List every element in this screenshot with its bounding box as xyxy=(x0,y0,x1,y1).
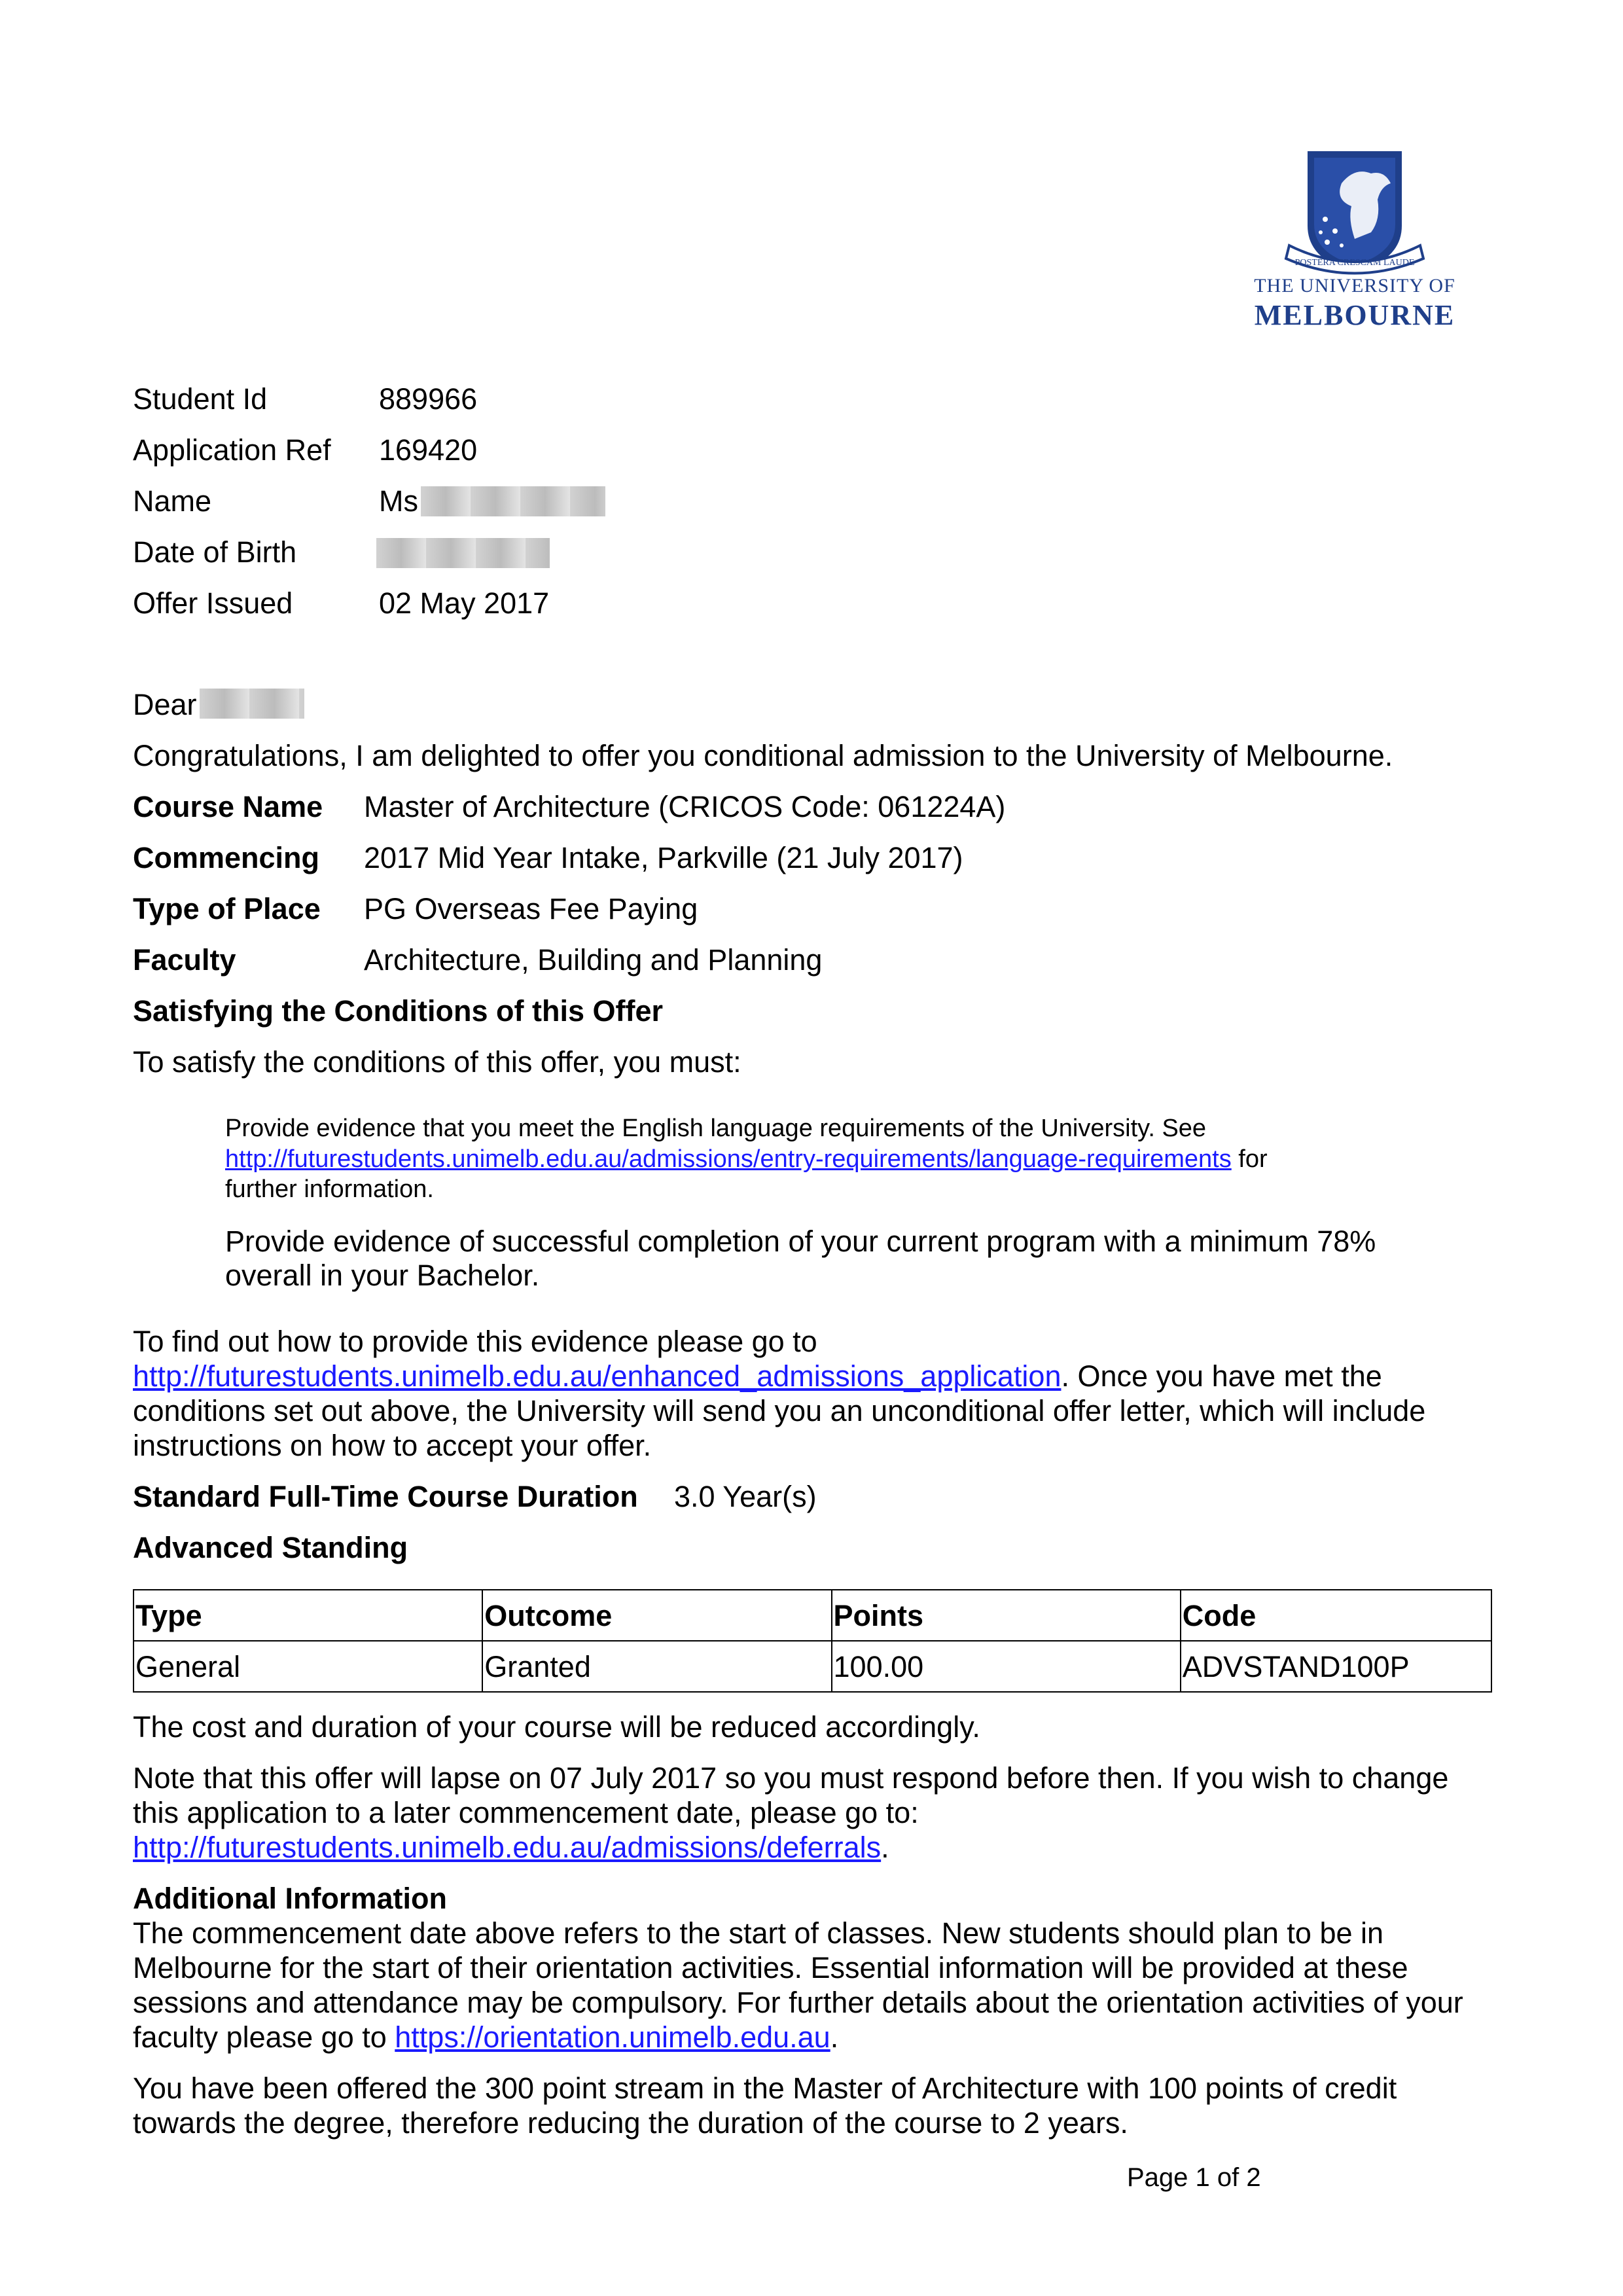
name-label: Name xyxy=(133,484,212,518)
header-type: Type xyxy=(134,1590,482,1641)
language-requirements-link[interactable]: http://futurestudents.unimelb.edu.au/admissions/entry-requirements/language-requirements xyxy=(225,1145,1232,1173)
conditions-heading: Satisfying the Conditions of this Offer xyxy=(133,994,663,1028)
header-outcome: Outcome xyxy=(482,1590,831,1641)
stream-line-1: You have been offered the 300 point stream in the Master of Architecture with 100 points of credit xyxy=(133,2072,1397,2105)
university-logo xyxy=(1243,147,1466,344)
deferrals-link[interactable]: http://futurestudents.unimelb.edu.au/admissions/deferrals xyxy=(133,1831,882,1864)
table-row xyxy=(134,1641,1491,1692)
logo-line-2: MELBOURNE xyxy=(1254,299,1455,331)
dob-label: Date of Birth xyxy=(133,535,297,569)
cell-code: ADVSTAND100P xyxy=(1181,1641,1491,1692)
course-name-label: Course Name xyxy=(133,790,323,823)
faculty-label: Faculty xyxy=(133,943,236,977)
additional-line-2: Melbourne for the start of their orientation activities. Essential information will be provided at these xyxy=(133,1951,1408,1984)
intro-text: Congratulations, I am delighted to offer you conditional admission to the University of Melbourne. xyxy=(133,739,1393,772)
orientation-link[interactable]: https://orientation.unimelb.edu.au xyxy=(395,2020,830,2054)
lapse-line-2: this application to a later commencement date, please go to: xyxy=(133,1796,919,1829)
header-code: Code xyxy=(1181,1590,1491,1641)
faculty-value: Architecture, Building and Planning xyxy=(364,943,823,977)
evidence-line-3: conditions set out above, the University will send you an unconditional offer letter, which will include xyxy=(133,1394,1426,1427)
condition-1-line-3: further information. xyxy=(225,1175,434,1203)
offer-issued-label: Offer Issued xyxy=(133,586,293,620)
advanced-standing-heading: Advanced Standing xyxy=(133,1531,408,1564)
type-of-place-label: Type of Place xyxy=(133,892,321,925)
student-id-value: 889966 xyxy=(379,382,478,416)
enhanced-admissions-link[interactable]: http://futurestudents.unimelb.edu.au/enhanced_admissions_application xyxy=(133,1359,1061,1393)
greeting: Dear xyxy=(133,688,197,721)
commencing-label: Commencing xyxy=(133,841,320,874)
additional-line-3: sessions and attendance may be compulsory. For further details about the orientation activities of your xyxy=(133,1986,1463,2019)
application-ref-label: Application Ref xyxy=(133,433,331,467)
redacted-greeting-name xyxy=(200,689,304,719)
condition-2-line-2: overall in your Bachelor. xyxy=(225,1259,540,1292)
logo-motto: POSTERA CRESCAM LAUDE xyxy=(1294,258,1415,268)
university-crest-icon xyxy=(1243,147,1466,275)
offer-issued-value: 02 May 2017 xyxy=(379,586,550,620)
evidence-line-4: instructions on how to accept your offer. xyxy=(133,1429,652,1462)
additional-line-1: The commencement date above refers to the start of classes. New students should plan to be in xyxy=(133,1916,1384,1950)
commencing-value: 2017 Mid Year Intake, Parkville (21 July 2017) xyxy=(364,841,963,874)
page-number: Page 1 of 2 xyxy=(1127,2163,1261,2192)
additional-info-heading: Additional Information xyxy=(133,1882,447,1915)
evidence-line-1: To find out how to provide this evidence please go to xyxy=(133,1325,817,1358)
student-id-label: Student Id xyxy=(133,382,268,416)
course-name-value: Master of Architecture (CRICOS Code: 061224A) xyxy=(364,790,1006,823)
additional-line-4: faculty please go to https://orientation.unimelb.edu.au. xyxy=(133,2020,839,2054)
name-value: Ms xyxy=(379,484,418,518)
application-ref-value: 169420 xyxy=(379,433,478,467)
duration-label: Standard Full-Time Course Duration xyxy=(133,1480,638,1513)
condition-1-line-1: Provide evidence that you meet the English language requirements of the University. See xyxy=(225,1115,1207,1142)
header-points: Points xyxy=(832,1590,1181,1641)
advanced-standing-table xyxy=(133,1589,1492,1693)
lapse-line-3: http://futurestudents.unimelb.edu.au/admissions/deferrals. xyxy=(133,1831,889,1864)
type-of-place-value: PG Overseas Fee Paying xyxy=(364,892,698,925)
lapse-line-1: Note that this offer will lapse on 07 July 2017 so you must respond before then. If you wish to change xyxy=(133,1761,1449,1795)
redacted-dob xyxy=(376,538,550,568)
cell-points: 100.00 xyxy=(832,1641,1181,1692)
duration-value: 3.0 Year(s) xyxy=(674,1480,817,1513)
cost-note: The cost and duration of your course will be reduced accordingly. xyxy=(133,1710,980,1744)
redacted-name xyxy=(421,486,605,516)
cell-outcome: Granted xyxy=(482,1641,831,1692)
condition-1-line-2: http://futurestudents.unimelb.edu.au/admissions/entry-requirements/language-requirements for xyxy=(225,1145,1268,1173)
conditions-intro: To satisfy the conditions of this offer, you must: xyxy=(133,1045,741,1079)
logo-line-1: THE UNIVERSITY OF xyxy=(1254,275,1455,296)
stream-line-2: towards the degree, therefore reducing the duration of the course to 2 years. xyxy=(133,2106,1128,2140)
table-header-row xyxy=(134,1590,1491,1641)
cell-type: General xyxy=(134,1641,482,1692)
evidence-line-2: http://futurestudents.unimelb.edu.au/enhanced_admissions_application. Once you have met the xyxy=(133,1359,1382,1393)
condition-2-line-1: Provide evidence of successful completion of your current program with a minimum 78% xyxy=(225,1225,1376,1258)
